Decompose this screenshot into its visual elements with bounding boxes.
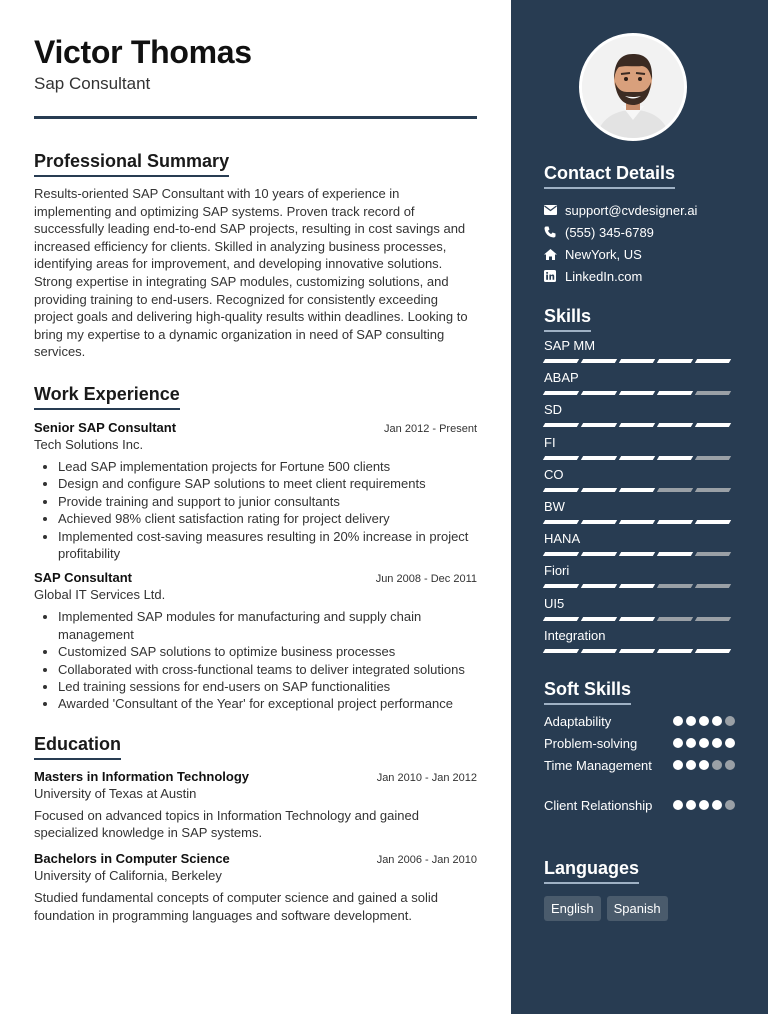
summary-title: Professional Summary	[34, 150, 229, 177]
rating-dot	[673, 716, 683, 726]
skill-level-segment	[657, 520, 693, 524]
degree-title: Bachelors in Computer Science	[34, 851, 230, 866]
job-bullets	[34, 608, 477, 712]
skill-level-segment	[695, 552, 731, 556]
rating-dot	[673, 738, 683, 748]
skill-item	[544, 435, 735, 467]
rating-dot	[712, 800, 722, 810]
skill-level-segment	[581, 520, 617, 524]
skill-name: SAP MM	[544, 338, 596, 353]
contact-phone	[544, 221, 735, 243]
skill-name: Integration	[544, 627, 606, 643]
rating-dot	[699, 738, 709, 748]
skill-level-bar	[544, 423, 735, 427]
education-section	[34, 733, 477, 924]
rating-dot	[673, 800, 683, 810]
skills-list	[544, 338, 735, 660]
skill-level-segment	[695, 423, 731, 427]
location-text: NewYork, US	[565, 246, 642, 262]
skill-name: CO	[544, 466, 564, 482]
rating-dot	[686, 760, 696, 770]
skill-name: SD	[544, 402, 563, 418]
job-title: SAP Consultant	[34, 570, 132, 586]
job-bullets	[34, 458, 477, 562]
skill-level-segment	[543, 423, 579, 427]
skill-level-segment	[657, 391, 693, 395]
rating-dot	[725, 716, 735, 726]
avatar-illustration	[582, 36, 684, 138]
rating-dot	[712, 716, 722, 726]
soft-skill-name: Client Relationship	[544, 798, 653, 813]
linkedin-text[interactable]: LinkedIn.com	[565, 268, 643, 284]
degree-title: Masters in Information Technology	[34, 768, 250, 784]
skill-level-segment	[581, 423, 617, 427]
skill-level-segment	[657, 552, 693, 556]
soft-skill-rating	[673, 760, 735, 797]
skill-level-segment	[657, 584, 693, 588]
envelope-icon	[544, 205, 565, 215]
skill-level-segment	[619, 423, 655, 427]
candidate-role: Sap Consultant	[34, 74, 151, 93]
skill-level-segment	[619, 584, 655, 588]
job-bullet: • Awarded 'Consultant of the Year' for exceptional project performance	[58, 695, 477, 712]
skill-name: FI	[544, 434, 556, 450]
skill-level-segment	[695, 456, 731, 460]
skill-level-segment	[619, 359, 655, 363]
skill-level-segment	[619, 520, 655, 524]
skills-section	[544, 305, 735, 660]
soft-skills-section	[544, 678, 735, 837]
language-badge: English	[544, 896, 601, 921]
skill-level-segment	[657, 359, 693, 363]
skill-level-segment	[619, 649, 655, 653]
soft-skills-list	[544, 713, 735, 837]
contact-location	[544, 243, 735, 265]
skill-level-segment	[543, 488, 579, 492]
summary-text: Results-oriented SAP Consultant with 10 years of experience in implementing and optimizing SAP systems. Proven track record of successfully leading end-to-end SAP projects, resulting in cost savings and increased efficiency for clients. Skilled in analyzing business processes, identifying areas for improvement, and developing innovative solutions. Strong expertise in integrating SAP modules, customizing solutions, and providing training to end-users. Recognized for consistently exceeding project goals and delivering high-quality results within deadlines. Looking to bring my expertise to a dynamic organization in need of SAP consulting services.	[34, 186, 468, 360]
skill-level-segment	[581, 649, 617, 653]
skill-level-segment	[543, 456, 579, 460]
skill-item	[544, 370, 735, 402]
skill-item	[544, 563, 735, 595]
candidate-name: Victor Thomas	[34, 34, 252, 70]
skill-level-segment	[657, 488, 693, 492]
experience-section	[34, 383, 477, 713]
skill-name: ABAP	[544, 370, 579, 386]
rating-dot	[686, 800, 696, 810]
soft-skill-item	[544, 713, 735, 735]
home-icon	[544, 249, 565, 260]
skill-level-bar	[544, 359, 735, 363]
job-entry	[34, 570, 477, 712]
skill-item	[544, 467, 735, 499]
skill-level-segment	[543, 520, 579, 524]
skill-level-segment	[619, 391, 655, 395]
experience-title: Work Experience	[34, 383, 180, 410]
education-description: Studied fundamental concepts of computer science and gained a solid foundation in programming languages and software development.	[34, 890, 438, 923]
languages-section	[544, 857, 735, 921]
phone-text: (555) 345-6789	[565, 224, 654, 240]
education-description: Focused on advanced topics in Information Technology and gained specialized knowledge in SAP systems.	[34, 807, 419, 841]
profile-photo	[579, 33, 687, 141]
skill-name: Fiori	[544, 563, 570, 579]
skill-level-segment	[543, 649, 579, 653]
skill-level-segment	[619, 552, 655, 556]
soft-skills-title: Soft Skills	[544, 678, 631, 705]
skill-name: BW	[544, 498, 565, 514]
education-date: Jan 2006 - Jan 2010	[376, 854, 477, 866]
skills-title: Skills	[544, 305, 591, 332]
skill-item	[544, 596, 735, 628]
skill-level-bar	[544, 584, 735, 588]
school-name: University of Texas at Austin	[34, 785, 197, 801]
skill-level-bar	[544, 391, 735, 395]
skill-level-bar	[544, 456, 735, 460]
skill-item	[544, 531, 735, 563]
skill-item	[544, 402, 735, 434]
skill-level-segment	[581, 488, 617, 492]
rating-dot	[712, 760, 722, 770]
rating-dot	[699, 716, 709, 726]
skill-level-bar	[544, 617, 735, 621]
rating-dot	[725, 760, 735, 770]
skill-level-segment	[543, 584, 579, 588]
soft-skill-item	[544, 797, 735, 837]
email-text[interactable]: support@cvdesigner.ai	[565, 202, 698, 218]
job-bullet: • Design and configure SAP solutions to meet client requirements	[58, 475, 477, 492]
skill-level-segment	[543, 552, 579, 556]
contact-email	[544, 199, 735, 221]
skill-name: HANA	[544, 531, 581, 547]
job-bullet: • Led training sessions for end-users on SAP functionalities	[58, 678, 477, 695]
skill-level-segment	[695, 584, 731, 588]
soft-skill-name: Problem-solving	[544, 736, 638, 751]
job-company: Global IT Services Ltd.	[34, 587, 166, 603]
soft-skill-name: Time Management	[544, 758, 652, 773]
job-bullet: • Implemented cost-saving measures resulting in 20% increase in project profitability	[58, 528, 477, 563]
skill-level-segment	[695, 649, 731, 653]
soft-skill-rating	[673, 738, 735, 757]
job-company: Tech Solutions Inc.	[34, 436, 144, 452]
job-bullet: • Lead SAP implementation projects for Fortune 500 clients	[58, 458, 477, 475]
rating-dot	[725, 800, 735, 810]
soft-skill-rating	[673, 800, 735, 837]
skill-level-segment	[543, 617, 579, 621]
soft-skill-item	[544, 757, 735, 797]
education-title: Education	[34, 733, 121, 760]
skill-level-segment	[581, 359, 617, 363]
phone-icon	[544, 226, 565, 238]
rating-dot	[673, 760, 683, 770]
job-date: Jan 2012 - Present	[384, 422, 477, 435]
job-bullet: • Collaborated with cross-functional teams to deliver integrated solutions	[58, 661, 477, 678]
skill-level-bar	[544, 649, 735, 653]
rating-dot	[699, 800, 709, 810]
language-badge: Spanish	[607, 896, 668, 921]
skill-item	[544, 628, 735, 660]
skill-level-segment	[619, 617, 655, 621]
skill-level-segment	[695, 359, 731, 363]
job-bullet: • Implemented SAP modules for manufacturing and supply chain management	[58, 608, 477, 643]
skill-level-segment	[543, 359, 579, 363]
skill-level-segment	[581, 617, 617, 621]
skill-level-segment	[695, 391, 731, 395]
skill-level-segment	[619, 488, 655, 492]
education-entry	[34, 851, 477, 924]
contact-linkedin	[544, 265, 735, 287]
education-date: Jan 2010 - Jan 2012	[376, 771, 477, 784]
summary-section	[34, 150, 477, 361]
job-title: Senior SAP Consultant	[34, 419, 177, 435]
header-divider	[34, 116, 477, 119]
job-bullet: • Customized SAP solutions to optimize business processes	[58, 643, 477, 660]
soft-skill-rating	[673, 716, 735, 735]
education-entry	[34, 769, 477, 842]
job-bullet: • Provide training and support to junior consultants	[58, 493, 477, 510]
skill-level-segment	[581, 456, 617, 460]
skill-name: UI5	[544, 595, 565, 611]
skill-level-segment	[695, 617, 731, 621]
skill-level-segment	[657, 649, 693, 653]
rating-dot	[699, 760, 709, 770]
skill-level-segment	[581, 552, 617, 556]
contact-title: Contact Details	[544, 162, 675, 189]
rating-dot	[725, 738, 735, 748]
linkedin-icon	[544, 270, 565, 282]
languages-list	[544, 896, 735, 921]
soft-skill-item	[544, 735, 735, 757]
skill-item	[544, 338, 735, 370]
skill-level-segment	[695, 520, 731, 524]
skill-level-segment	[657, 617, 693, 621]
skill-level-segment	[657, 456, 693, 460]
job-bullet: • Achieved 98% client satisfaction rating for project delivery	[58, 510, 477, 527]
job-date: Jun 2008 - Dec 2011	[375, 573, 477, 586]
skill-level-bar	[544, 520, 735, 524]
skill-level-segment	[581, 391, 617, 395]
soft-skill-name: Adaptability	[544, 714, 612, 729]
sidebar	[511, 0, 768, 1014]
job-entry	[34, 420, 477, 562]
skill-level-segment	[543, 391, 579, 395]
skill-level-segment	[581, 584, 617, 588]
contact-section	[544, 162, 735, 287]
skill-level-segment	[695, 488, 731, 492]
rating-dot	[712, 738, 722, 748]
rating-dot	[686, 716, 696, 726]
skill-level-segment	[619, 456, 655, 460]
skill-level-bar	[544, 488, 735, 492]
rating-dot	[686, 738, 696, 748]
school-name: University of California, Berkeley	[34, 868, 222, 883]
skill-level-bar	[544, 552, 735, 556]
languages-title: Languages	[544, 857, 639, 884]
skill-item	[544, 499, 735, 531]
skill-level-segment	[657, 423, 693, 427]
